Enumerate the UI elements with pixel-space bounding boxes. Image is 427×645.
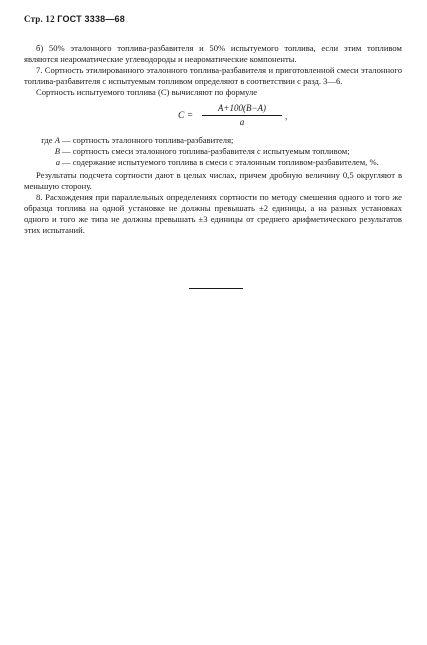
formula-numerator: A+100(B−A) bbox=[202, 103, 282, 116]
paragraph-8: 8. Расхождения при параллельных определениях сортности по методу смешения одного и того же образца топлива на одной установке не должны превышать ±2 единицы, а на разных установках одного и того же типа не должны превышать ±3 единицы от среднего арифметического результатов этих испытаний. bbox=[24, 192, 402, 235]
formula-intro: Сортность испытуемого топлива (С) вычисляют по формуле bbox=[36, 87, 258, 97]
definition-text: — содержание испытуемого топлива в смеси с эталонным топливом-разбавителем, %. bbox=[62, 157, 379, 167]
end-divider bbox=[189, 288, 243, 289]
definition-text: — сортность смеси эталонного топлива-разбавителя с испытуемым топливом; bbox=[62, 146, 350, 156]
definitions-list bbox=[24, 135, 402, 168]
formula-lhs: C = bbox=[178, 111, 194, 121]
definition-b bbox=[24, 146, 402, 157]
page-header bbox=[24, 14, 125, 24]
definition-a bbox=[24, 135, 402, 146]
definition-text: — сортность эталонного топлива-разбавителя; bbox=[62, 135, 234, 145]
definition-symbol: B bbox=[54, 146, 60, 156]
formula bbox=[24, 103, 402, 129]
formula-fraction bbox=[202, 103, 282, 128]
definition-a-lower bbox=[24, 157, 402, 168]
definition-lead: где bbox=[41, 135, 53, 145]
paragraph-results: Результаты подсчета сортности дают в целых числах, причем дробную величину 0,5 округляют в меньшую сторону. bbox=[24, 170, 402, 191]
formula-trailing: , bbox=[285, 111, 288, 121]
definition-symbol: a bbox=[55, 157, 60, 167]
document-body bbox=[24, 43, 402, 236]
paragraph-7: 7. Сортность этилированного эталонного топлива-разбавителя и приготовленной смеси эталонного топлива-разбавителя с испытуемым топливом определяют в соответствии с разд. 3—6. bbox=[24, 65, 402, 86]
standard-code: ГОСТ 3338—68 bbox=[57, 14, 125, 24]
page-number-label: Стр. 12 bbox=[24, 14, 55, 24]
paragraph-6b: б) 50% эталонного топлива-разбавителя и 50% испытуемого топлива, если этим топливом являются неароматические углеводороды и неароматические компоненты. bbox=[24, 43, 402, 64]
definition-symbol: A bbox=[54, 135, 60, 145]
formula-denominator: a bbox=[239, 117, 245, 127]
